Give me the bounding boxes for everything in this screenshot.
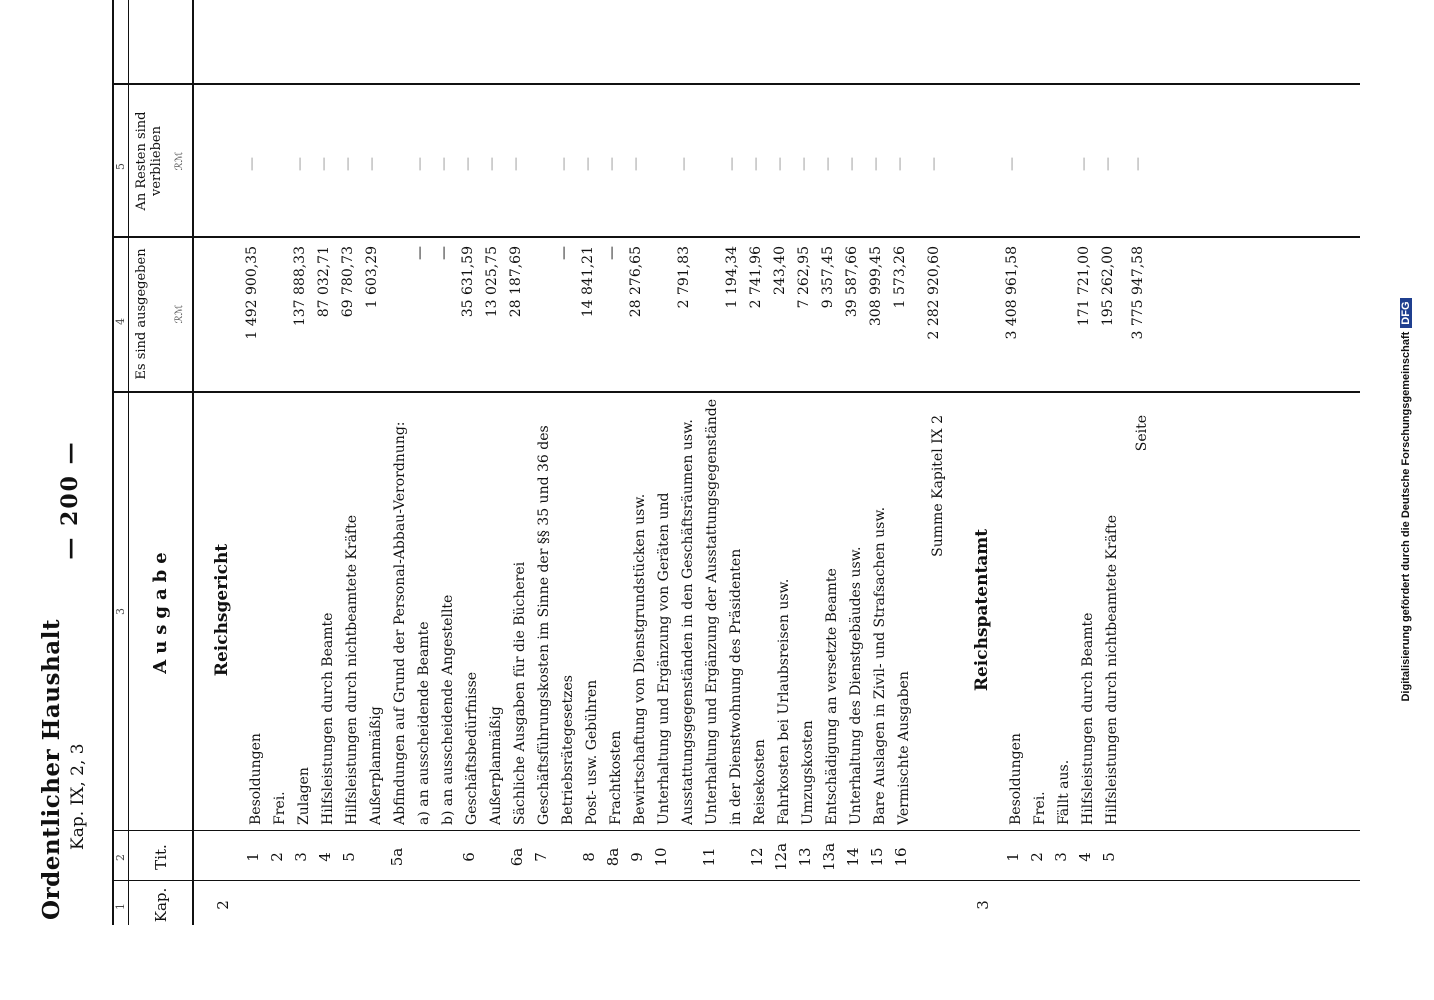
amount-reste: — (316, 157, 332, 171)
amount-ausgegeben: 3 408 961,58 (1004, 246, 1020, 340)
top-rule (112, 0, 114, 925)
row-description: Außerplanmäßig (488, 706, 504, 825)
title-number: 6 (460, 852, 478, 862)
document-title: Ordentlicher Haushalt (38, 619, 65, 920)
table-row (1026, 65, 1050, 925)
row-description: Bewirtschaftung von Dienstgrundstücken usw. (632, 493, 648, 825)
amount-reste: — (436, 157, 452, 171)
amount-ausgegeben: 1 603,29 (364, 246, 380, 309)
colnum-2: 2 (114, 854, 127, 861)
amount-ausgegeben: — (556, 246, 572, 260)
amount-ausgegeben: 9 357,45 (820, 246, 836, 309)
amount-ausgegeben: 39 587,66 (844, 246, 860, 318)
title-number: 1 (1004, 852, 1022, 862)
section-row (968, 65, 998, 925)
total-row (1128, 65, 1152, 925)
colnum-4: 4 (114, 318, 127, 325)
table-row (794, 65, 818, 925)
header-ausgabe: Ausgabe (150, 546, 171, 674)
unit-ausgegeben: ℛℳ (174, 304, 185, 324)
title-number: 4 (1076, 852, 1094, 862)
expenditure-table (112, 65, 1362, 925)
amount-ausgegeben: 1 492 900,35 (244, 246, 260, 340)
amount-ausgegeben: 87 032,71 (316, 246, 332, 318)
table-row (650, 65, 698, 925)
title-number: 8 (580, 852, 598, 862)
table-row (1002, 65, 1026, 925)
amount-reste: — (580, 157, 596, 171)
amount-reste: — (508, 157, 524, 171)
row-description: Außerplanmäßig (368, 706, 384, 825)
row-description: Seite (1134, 415, 1150, 452)
table-row (386, 65, 410, 925)
title-number: 16 (892, 847, 910, 867)
header-ausgegeben: Es sind ausgegeben (134, 248, 149, 380)
amount-reste: — (340, 157, 356, 171)
title-number: 11 (700, 847, 718, 867)
amount-ausgegeben: 28 276,65 (628, 246, 644, 318)
row-description: a) an ausscheidende Beamte (416, 621, 432, 825)
amount-reste: — (484, 157, 500, 171)
kap-number: 2 (214, 900, 232, 910)
total-row (924, 65, 948, 925)
amount-reste: — (604, 157, 620, 171)
row-description: Besoldungen (248, 733, 264, 825)
amount-reste: — (364, 157, 380, 171)
colnum-1: 1 (114, 903, 127, 910)
amount-ausgegeben: 7 262,95 (796, 246, 812, 309)
table-row (1050, 65, 1074, 925)
row-description: Unterhaltung und Ergänzung von Geräten und Ausstattungsgegenständen in den Geschäftsräumen usw. (656, 419, 696, 825)
amount-ausgegeben: — (412, 246, 428, 260)
amount-reste: — (820, 157, 836, 171)
table-row (890, 65, 914, 925)
row-description: Unterhaltung des Dienstgebäudes usw. (848, 546, 864, 825)
row-description: Unterhaltung und Ergänzung der Ausstattungsgegenstände in der Dienstwohnung des Präsidenten (704, 398, 744, 825)
row-description: Frei. (272, 791, 288, 825)
row-description: Umzugskosten (800, 720, 816, 825)
amount-reste: — (676, 157, 692, 171)
amount-ausgegeben: 1 194,34 (724, 246, 740, 309)
colnum-3: 3 (114, 608, 127, 615)
row-description: Bare Auslagen in Zivil- und Strafsachen usw. (872, 506, 888, 825)
row-description: Post- usw. Gebühren (584, 679, 600, 825)
amount-ausgegeben: 13 025,75 (484, 246, 500, 318)
table-row (698, 65, 746, 925)
title-number: 3 (292, 852, 310, 862)
amount-reste: — (412, 157, 428, 171)
row-description: b) an ausscheidende Angestellte (440, 594, 456, 825)
row-description: Entschädigung an versetzte Beamte (824, 568, 840, 825)
amount-ausgegeben: 14 841,21 (580, 246, 596, 318)
amount-ausgegeben: 2 282 920,60 (926, 246, 942, 340)
amount-reste: — (796, 157, 812, 171)
table-row (1098, 65, 1122, 925)
title-number: 3 (1052, 852, 1070, 862)
amount-ausgegeben: — (436, 246, 452, 260)
amount-reste: — (460, 157, 476, 171)
table-row (338, 65, 362, 925)
row-description: Reisekosten (752, 739, 768, 825)
section-row (208, 65, 238, 925)
table-row (770, 65, 794, 925)
row-description: Fahrkosten bei Urlaubsreisen usw. (776, 578, 792, 825)
title-number: 12 (748, 847, 766, 867)
amount-reste: — (724, 157, 740, 171)
amount-ausgegeben: 243,40 (772, 246, 788, 295)
amount-reste: — (1076, 157, 1092, 171)
table-row (530, 65, 578, 925)
section-title: Reichspatentamt (972, 528, 992, 692)
amount-ausgegeben: 137 888,33 (292, 246, 308, 327)
amount-reste: — (244, 157, 260, 171)
table-row (362, 65, 386, 925)
title-number: 13 (796, 847, 814, 867)
title-number: 8a (604, 847, 622, 867)
table-row (866, 65, 890, 925)
row-description: Geschäftsführungskosten im Sinne der §§ 35 und 36 des Betriebsrätegesetzes (536, 425, 576, 825)
row-description: Zulagen (296, 767, 312, 825)
amount-reste: — (844, 157, 860, 171)
colnum-5: 5 (114, 163, 127, 170)
amount-ausgegeben: — (604, 246, 620, 260)
table-row (578, 65, 602, 925)
row-description: Hilfsleistungen durch Beamte (1080, 612, 1096, 825)
amount-ausgegeben: 195 262,00 (1100, 246, 1116, 327)
title-number: 7 (532, 852, 550, 862)
table-row (746, 65, 770, 925)
table-row (290, 65, 314, 925)
amount-reste: — (1130, 157, 1146, 171)
unit-reste: ℛℳ (174, 151, 185, 171)
amount-reste: — (628, 157, 644, 171)
amount-reste: — (748, 157, 764, 171)
amount-reste: — (926, 157, 942, 171)
table-row (626, 65, 650, 925)
row-description: Sächliche Ausgaben für die Bücherei (512, 561, 528, 825)
amount-reste: — (292, 157, 308, 171)
header-reste: An Resten sind verblieben (134, 111, 164, 211)
chapter-reference: Kap. IX, 2, 3 (68, 743, 88, 850)
section-title: Reichsgericht (212, 543, 232, 677)
amount-ausgegeben: 2 741,96 (748, 246, 764, 309)
row-description: Abfindungen auf Grund der Personal-Abbau-Verordnung: (392, 421, 408, 825)
amount-ausgegeben: 2 791,83 (676, 246, 692, 309)
row-description: Hilfsleistungen durch nichtbeamtete Kräfte (1104, 514, 1120, 825)
table-row (458, 65, 482, 925)
table-row (842, 65, 866, 925)
table-row (482, 65, 506, 925)
amount-ausgegeben: 171 721,00 (1076, 246, 1092, 327)
amount-ausgegeben: 35 631,59 (460, 246, 476, 318)
title-number: 4 (316, 852, 334, 862)
amount-reste: — (892, 157, 908, 171)
row-description: Besoldungen (1008, 733, 1024, 825)
title-number: 6a (508, 847, 526, 867)
row-description: Geschäftsbedürfnisse (464, 671, 480, 825)
table-row (818, 65, 842, 925)
title-number: 13a (820, 842, 838, 872)
credit-text: Digitalisierung gefördert durch die Deutsche Forschungsgemeinschaft (1400, 331, 1412, 702)
digitization-credit (1400, 0, 1412, 1000)
table-row (1074, 65, 1098, 925)
colnum-rule (128, 0, 129, 925)
table-row (314, 65, 338, 925)
table-row (602, 65, 626, 925)
amount-reste: — (1004, 157, 1020, 171)
title-number: 2 (268, 852, 286, 862)
header-rule (192, 0, 194, 925)
title-number: 1 (244, 852, 262, 862)
table-row (434, 65, 458, 925)
amount-reste: — (868, 157, 884, 171)
table-row (242, 65, 266, 925)
title-number: 5 (1100, 852, 1118, 862)
row-description: Hilfsleistungen durch nichtbeamtete Kräfte (344, 514, 360, 825)
dfg-logo: DFG (1400, 298, 1412, 327)
amount-ausgegeben: 3 775 947,58 (1130, 246, 1146, 340)
amount-reste: — (772, 157, 788, 171)
title-number: 2 (1028, 852, 1046, 862)
title-number: 5 (340, 852, 358, 862)
amount-reste: — (556, 157, 572, 171)
title-number: 9 (628, 852, 646, 862)
title-number: 10 (652, 847, 670, 867)
row-description: Fällt aus. (1056, 759, 1072, 825)
row-description: Hilfsleistungen durch Beamte (320, 612, 336, 825)
amount-ausgegeben: 69 780,73 (340, 246, 356, 318)
table-row (266, 65, 290, 925)
amount-ausgegeben: 28 187,69 (508, 246, 524, 318)
amount-ausgegeben: 308 999,45 (868, 246, 884, 327)
row-description: Summe Kapitel IX 2 (930, 415, 946, 557)
amount-ausgegeben: 1 573,26 (892, 246, 908, 309)
title-number: 12a (772, 842, 790, 872)
header-tit: Tit. (152, 844, 170, 870)
title-number: 14 (844, 847, 862, 867)
table-row (410, 65, 434, 925)
row-description: Frei. (1032, 791, 1048, 825)
row-description: Frachtkosten (608, 730, 624, 825)
kap-number: 3 (974, 900, 992, 910)
page-number: — 200 — (57, 440, 83, 560)
table-row (506, 65, 530, 925)
row-description: Vermischte Ausgaben (896, 671, 912, 825)
title-number: 5a (388, 847, 406, 867)
amount-reste: — (1100, 157, 1116, 171)
header-kap: Kap. (152, 887, 170, 923)
title-number: 15 (868, 847, 886, 867)
